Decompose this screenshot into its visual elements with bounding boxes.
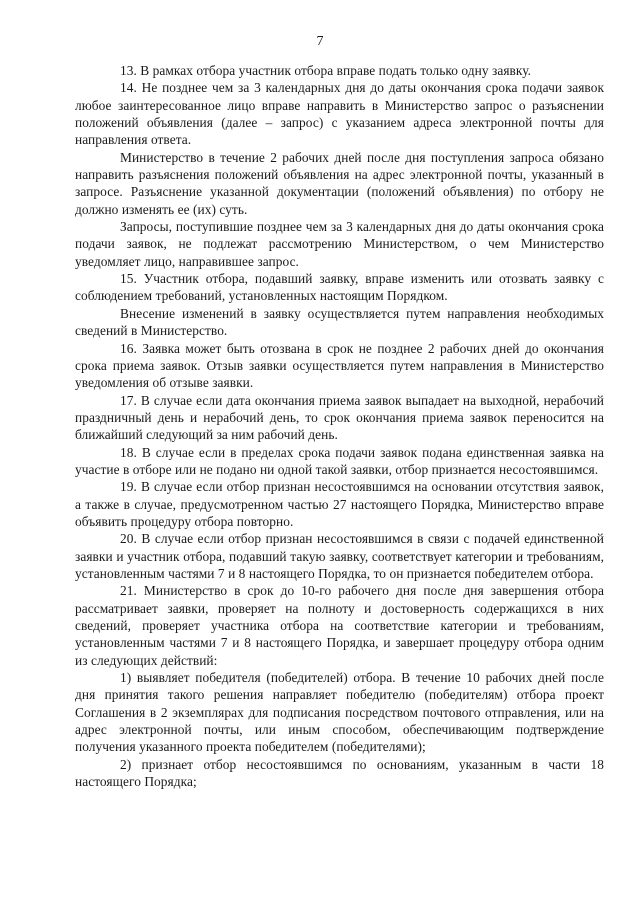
paragraph-16: 16. Заявка может быть отозвана в срок не позднее 2 рабочих дней до окончания срока приема заявок. Отзыв заявки осуществляется путем направления в Министерство уведомления об отзыве заявки. bbox=[75, 340, 604, 391]
paragraph-17: 17. В случае если дата окончания приема заявок выпадает на выходной, нерабочий праздничный день и нерабочий день, то срок окончания приема заявок переносится на ближайший следующий за ним рабочий день. bbox=[75, 392, 604, 443]
paragraph-14: 14. Не позднее чем за 3 календарных дня до даты окончания срока подачи заявок любое заинтересованное лицо вправе направить в Министерство запрос о разъяснении положений объявления (далее – запрос) с указанием адреса электронной почты для направления ответа. bbox=[75, 80, 604, 148]
paragraph-21-item-1: 1) выявляет победителя (победителей) отбора. В течение 10 рабочих дней после дня принятия такого решения направляет победителю (победителям) отбора проект Соглашения в 2 экземплярах для подписания посредством почтового отправления, или на адрес электронной почты, или иным способом, обеспечивающим подтверждение получения указанного проекта победителем (победителями); bbox=[75, 670, 604, 755]
paragraph-13: 13. В рамках отбора участник отбора вправе подать только одну заявку. bbox=[120, 63, 532, 78]
paragraph-18: 18. В случае если в пределах срока подачи заявок подана единственная заявка на участие в отборе или не подано ни одной такой заявки, отбор признается несостоявшимся. bbox=[75, 444, 604, 477]
paragraph-14-response: Министерство в течение 2 рабочих дней после дня поступления запроса обязано направить разъяснения положений объявления на адрес электронной почты, указанный в запросе. Разъяснение указанной документации (положений объявления) по отбору не должно изменять ее (их) суть. bbox=[75, 149, 604, 217]
document-body bbox=[75, 62, 604, 790]
paragraph-19: 19. В случае если отбор признан несостоявшимся на основании отсутствия заявок, а также в случае, предусмотренном частью 27 настоящего Порядка, Министерство вправе объявить процедуру отбора повторно. bbox=[75, 479, 604, 529]
paragraph-21-item-2: 2) признает отбор несостоявшимся по основаниям, указанным в части 18 настоящего Порядка; bbox=[75, 756, 604, 790]
paragraph-14-late-requests: Запросы, поступившие позднее чем за 3 календарных дня до даты окончания срока подачи заявок, не подлежат рассмотрению Министерством, о чем Министерство уведомляет лицо, направившее запрос. bbox=[75, 219, 604, 269]
page-number: 7 bbox=[316, 34, 324, 49]
paragraph-20: 20. В случае если отбор признан несостоявшимся в связи с подачей единственной заявки и участник отбора, подавший такую заявку, соответствует категории и требованиям, установленным частями 7 и 8 настоящего Порядка, то он признается победителем отбора. bbox=[75, 531, 604, 581]
paragraph-15: 15. Участник отбора, подавший заявку, вправе изменить или отозвать заявку с соблюдением требований, установленных настоящим Порядком. bbox=[75, 271, 604, 304]
paragraph-21: 21. Министерство в срок до 10-го рабочего дня после дня завершения отбора рассматривает заявки, проверяет на полноту и достоверность содержащихся в них сведений, проверяет участника отбора на соответствие категории и требованиям, установленным частями 7 и 8 настоящего Порядка, и завершает процедуру отбора одним из следующих действий: bbox=[75, 583, 604, 668]
paragraph-15-changes: Внесение изменений в заявку осуществляется путем направления необходимых сведений в Министерство. bbox=[75, 305, 604, 339]
